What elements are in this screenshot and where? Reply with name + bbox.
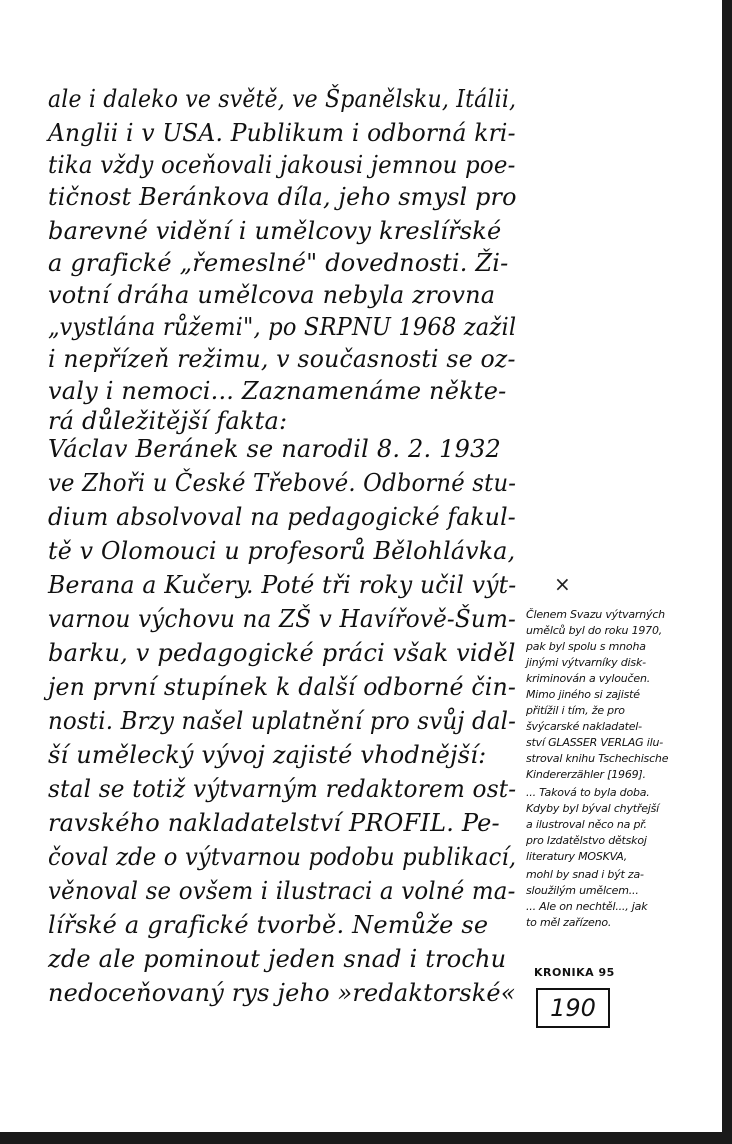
main-text-line: věnoval se ovšem i ilustraci a volné ma- [48,877,516,905]
scan-edge-right [722,0,732,1144]
side-note-line: Kindererzähler [1969]. [526,768,646,781]
footnote-mark: × [554,572,571,596]
main-text-line: ší umělecký vývoj zajisté vhodnější: [48,741,487,769]
side-note-line: Kdyby byl býval chytřejší [526,802,660,815]
main-text-line: nedoceňovaný rys jeho »redaktorské« [48,979,516,1007]
main-text-line: „vystlána růžemi", po SRPNU 1968 zažil [48,313,517,341]
side-note-line: mohl by snad i být za- [526,868,644,881]
main-text-line: nosti. Brzy našel uplatnění pro svůj dal- [48,707,517,735]
side-note-line: pro Izdatělstvo dětskoj [526,834,647,847]
main-text-line: votní dráha umělcova nebyla zrovna [48,281,496,309]
side-note-line: kriminován a vyloučen. [526,672,651,685]
side-note-line: ství GLASSER VERLAG ilu- [526,736,663,749]
side-note-line: pak byl spolu s mnoha [526,640,646,653]
main-text-line: rá důležitější fakta: [48,407,288,435]
main-text-line: a grafické „řemeslné" dovednosti. Ži- [48,249,509,277]
main-text-line: lířské a grafické tvorbě. Nemůže se [48,911,489,939]
page-number: 190 [536,988,610,1028]
side-note-line: to měl zařízeno. [526,916,612,929]
main-text-line: Berana a Kučery. Poté tři roky učil výt- [48,571,517,599]
main-text-line: ale i daleko ve světě, ve Španělsku, Itálii, [48,85,517,113]
main-text-line: barku, v pedagogické práci však viděl [48,639,516,667]
side-note-line: a ilustroval něco na př. [526,818,647,831]
main-text-line: dium absolvoval na pedagogické fakul- [48,503,516,531]
side-note-line: přitížil i tím, že pro [526,704,625,717]
side-note-line: ... Ale on nechtěl..., jak [526,900,648,913]
main-text-line: tika vždy oceňovali jakousi jemnou poe- [48,151,516,179]
main-text-line: Václav Beránek se narodil 8. 2. 1932 [48,435,502,463]
publication-label: KRONIKA 95 [534,966,615,979]
main-text-line: zde ale pominout jeden snad i trochu [48,945,507,973]
main-text-line: valy i nemoci... Zaznamenáme někte- [48,377,507,405]
main-text-line: varnou výchovu na ZŠ v Havířově-Šum- [48,605,517,633]
side-note-line: Členem Svazu výtvarných [526,608,665,621]
main-text-line: ve Zhoři u České Třebové. Odborné stu- [48,469,517,497]
main-text-line: Anglii i v USA. Publikum i odborná kri- [48,119,516,147]
side-note-line: sloužilým umělcem... [526,884,639,897]
main-text-line: čoval zde o výtvarnou podobu publikací, [48,843,517,871]
side-note-line: stroval knihu Tschechische [526,752,669,765]
main-text-line: ravského nakladatelství PROFIL. Pe- [48,809,500,837]
side-note-line: literatury MOSKVA, [526,850,628,863]
side-note-line: Mimo jiného si zajisté [526,688,640,701]
main-text-line: stal se totiž výtvarným redaktorem ost- [48,775,517,803]
main-text-line: barevné vidění i umělcovy kreslířské [48,217,502,245]
side-note-line: ... Taková to byla doba. [526,786,650,799]
scan-edge-bottom [0,1132,732,1144]
side-note-line: umělců byl do roku 1970, [526,624,663,637]
side-note-line: jinými výtvarníky disk- [526,656,646,669]
main-text-line: tičnost Beránkova díla, jeho smysl pro [48,183,517,211]
main-text-line: tě v Olomouci u profesorů Bělohlávka, [48,537,516,565]
main-text-line: jen první stupínek k další odborné čin- [48,673,517,701]
main-text-line: i nepřízeň režimu, v současnosti se oz- [48,345,516,373]
side-note-line: švýcarské nakladatel- [526,720,642,733]
